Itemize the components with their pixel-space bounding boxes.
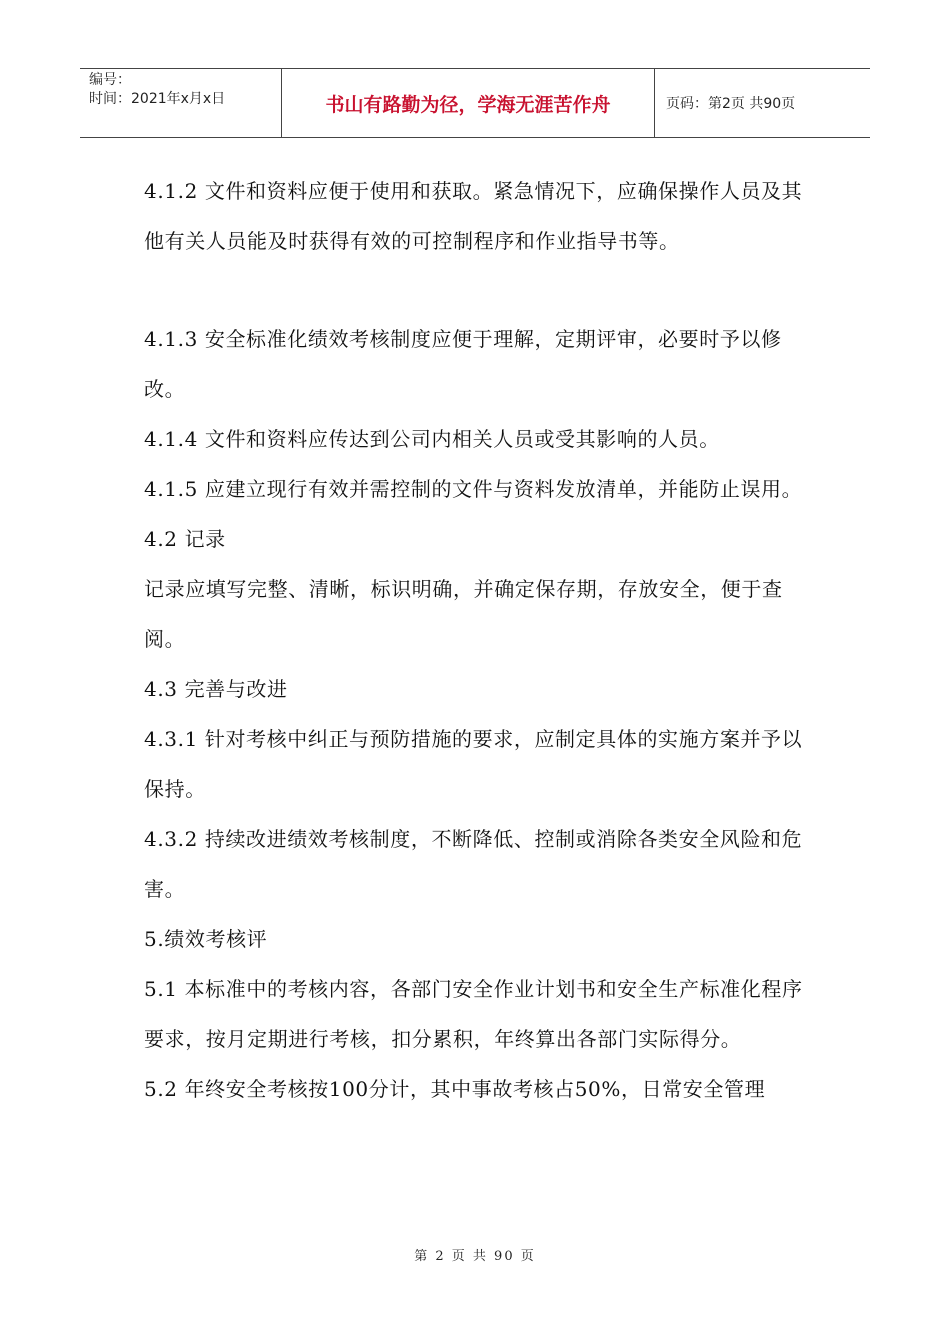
page-header	[80, 68, 870, 138]
paragraph-4-1-5: 4.1.5 应建立现行有效并需控制的文件与资料发放清单，并能防止误用。	[144, 477, 803, 501]
document-body	[144, 166, 810, 1114]
header-motto: 书山有路勤为径，学海无涯苦作舟	[281, 69, 655, 137]
header-page-info: 页码：第2页 共90页	[666, 96, 796, 112]
paragraph-4-3-2: 4.3.2 持续改进绩效考核制度，不断降低、控制或消除各类安全风险和危害。	[144, 827, 803, 901]
section-heading-4-3: 4.3 完善与改进	[144, 677, 288, 701]
paragraph-4-3-1: 4.3.1 针对考核中纠正与预防措施的要求，应制定具体的实施方案并予以保持。	[144, 727, 803, 801]
header-meta	[80, 69, 281, 137]
document-number-label: 编号：	[89, 72, 131, 88]
paragraph-4-1-2: 4.1.2 文件和资料应便于使用和获取。紧急情况下，应确保操作人员及其他有关人员能及时获得有效的可控制程序和作业指导书等。	[144, 179, 803, 253]
paragraph-records: 记录应填写完整、清晰，标识明确，并确定保存期，存放安全，便于查阅。	[144, 577, 783, 651]
paragraph-4-1-3: 4.1.3 安全标准化绩效考核制度应便于理解，定期评审，必要时予以修改。	[144, 327, 782, 401]
section-heading-5: 5.绩效考核评	[144, 927, 268, 951]
paragraph-5-2: 5.2 年终安全考核按100分计，其中事故考核占50%，日常安全管理	[144, 1077, 766, 1101]
document-date: 时间：2021年x月x日	[89, 91, 226, 107]
page-footer: 第 2 页 共 90 页	[414, 1249, 536, 1264]
section-heading-4-2: 4.2 记录	[144, 527, 226, 551]
paragraph-spacer	[144, 266, 810, 314]
paragraph-4-1-4: 4.1.4 文件和资料应传达到公司内相关人员或受其影响的人员。	[144, 427, 720, 451]
paragraph-5-1: 5.1 本标准中的考核内容，各部门安全作业计划书和安全生产标准化程序要求，按月定期进行考核，扣分累积，年终算出各部门实际得分。	[144, 977, 803, 1051]
